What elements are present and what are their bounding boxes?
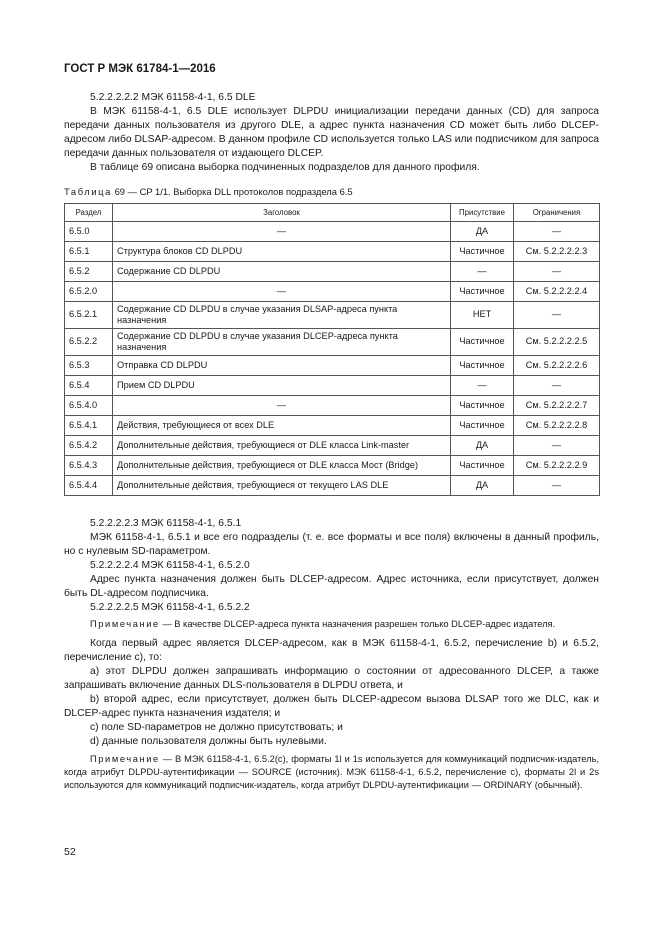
cell-presence: Частичное — [451, 396, 514, 416]
cell-constraints: — — [514, 376, 600, 396]
cell-section: 6.5.2.2 — [65, 329, 113, 356]
table-row — [65, 302, 600, 329]
cell-presence: Частичное — [451, 329, 514, 356]
table-row — [65, 282, 600, 302]
cell-presence: — — [451, 376, 514, 396]
note-text: — В качестве DLCEP-адреса пункта назначения разрешен только DLCEP-адрес издателя. — [159, 619, 556, 629]
list-item-d: d) данные пользователя должны быть нулевыми. — [90, 736, 327, 747]
table-header-row — [65, 204, 600, 222]
clause-heading: 5.2.2.2.2.4 МЭК 61158-4-1, 6.5.2.0 — [90, 560, 250, 571]
table-row — [65, 396, 600, 416]
cell-section: 6.5.4.3 — [65, 456, 113, 476]
cell-presence: ДА — [451, 436, 514, 456]
table-row — [65, 222, 600, 242]
cell-section: 6.5.4.4 — [65, 476, 113, 496]
intro-paragraph: В таблице 69 описана выборка подчиненных подразделов для данного профиля. — [90, 162, 480, 173]
cell-constraints: — — [514, 302, 600, 329]
cell-title: — — [113, 222, 451, 242]
cell-title: Дополнительные действия, требующиеся от DLE класса Link-master — [113, 436, 451, 456]
column-header: Заголовок — [113, 204, 451, 222]
clause-paragraph: Адрес пункта назначения должен быть DLCEP-адресом. Адрес источника, если присутствует, должен быть DL-адресом подписчика. — [64, 574, 599, 599]
table-row — [65, 262, 600, 282]
intro-section — [64, 91, 599, 175]
cell-title: Структура блоков CD DLPDU — [113, 242, 451, 262]
cell-presence: Частичное — [451, 282, 514, 302]
cell-constraints: — — [514, 476, 600, 496]
clause-heading: 5.2.2.2.2.3 МЭК 61158-4-1, 6.5.1 — [90, 518, 242, 529]
cell-section: 6.5.0 — [65, 222, 113, 242]
table-row — [65, 376, 600, 396]
column-header: Присутствие — [451, 204, 514, 222]
cell-presence: ДА — [451, 476, 514, 496]
cell-constraints: См. 5.2.2.2.2.3 — [514, 242, 600, 262]
standard-header: ГОСТ Р МЭК 61784-1—2016 — [64, 63, 216, 75]
cell-constraints: См. 5.2.2.2.2.4 — [514, 282, 600, 302]
cell-constraints: — — [514, 222, 600, 242]
cell-constraints: См. 5.2.2.2.2.8 — [514, 416, 600, 436]
cell-title: Содержание CD DLPDU в случае указания DLCEP-адреса пункта назначения — [113, 329, 451, 356]
note-label: Примечание — [90, 619, 160, 629]
cell-title: Дополнительные действия, требующиеся от DLE класса Мост (Bridge) — [113, 456, 451, 476]
table-row — [65, 416, 600, 436]
cell-presence: Частичное — [451, 456, 514, 476]
table-caption — [64, 186, 353, 197]
table-row — [65, 476, 600, 496]
clause-heading: 5.2.2.2.2.2 МЭК 61158-4-1, 6.5 DLE — [90, 92, 256, 103]
cell-title: Содержание CD DLPDU в случае указания DLSAP-адреса пункта назначения — [113, 302, 451, 329]
note-paragraph — [64, 753, 599, 792]
cell-section: 6.5.1 — [65, 242, 113, 262]
clause-heading: 5.2.2.2.2.5 МЭК 61158-4-1, 6.5.2.2 — [90, 602, 250, 613]
table-caption-text: 69 — CP 1/1. Выборка DLL протоколов подраздела 6.5 — [111, 186, 353, 197]
cell-presence: Частичное — [451, 416, 514, 436]
table-row — [65, 356, 600, 376]
cell-presence: Частичное — [451, 242, 514, 262]
cell-constraints: См. 5.2.2.2.2.5 — [514, 329, 600, 356]
clause-paragraph: МЭК 61158-4-1, 6.5.1 и все его подразделы (т. е. все форматы и все поля) включены в данный профиль, но с нулевым SD-параметром. — [64, 532, 599, 557]
cell-constraints: См. 5.2.2.2.2.9 — [514, 456, 600, 476]
intro-paragraph: В МЭК 61158-4-1, 6.5 DLE использует DLPDU инициализации передачи данных (CD) для запроса передачи данных пользователя из другого DLE, а адрес пункта назначения CD может быть либо DLCEP-адресом либо DLSAP-адресом. В данном профиле CD используется только LAS или подписчиком для запроса передачи данных пользователя от издающего DLCEP. — [64, 106, 599, 159]
cell-presence: НЕТ — [451, 302, 514, 329]
table-row — [65, 329, 600, 356]
cell-constraints: — — [514, 262, 600, 282]
list-item-b: b) второй адрес, если присутствует, должен быть DLCEP-адресом вызова DLSAP того же DLC, как и DLCEP-адрес пункта назначения издателя; и — [64, 694, 599, 719]
cell-section: 6.5.4.0 — [65, 396, 113, 416]
clause-paragraph: Когда первый адрес является DLCEP-адресом, как в МЭК 61158-4-1, 6.5.2, перечисление b) и 6.5.2, перечисление c), то: — [64, 638, 599, 663]
list-item-c: с) поле SD-параметров не должно присутствовать; и — [90, 722, 343, 733]
cell-section: 6.5.2.1 — [65, 302, 113, 329]
cell-section: 6.5.2 — [65, 262, 113, 282]
table-row — [65, 436, 600, 456]
note-text: — В МЭК 61158-4-1, 6.5.2(с), форматы 1l и 1s используется для коммуникаций подписчик-издатель, когда атрибут DLPDU-аутентификации — SOURCE (источник). МЭК 61158-4-1, 6.5.2, перечисление с), форматы 2l и 2s используются для коммуникаций подписчик-издатель, когда атрибут DLPDU-аутентификации — ORDINARY (обычный). — [64, 754, 599, 790]
table-row — [65, 456, 600, 476]
cell-section: 6.5.4.1 — [65, 416, 113, 436]
column-header: Ограничения — [514, 204, 600, 222]
cell-section: 6.5.3 — [65, 356, 113, 376]
cell-constraints: См. 5.2.2.2.2.6 — [514, 356, 600, 376]
note-label: Примечание — [90, 754, 160, 764]
cell-title: — — [113, 282, 451, 302]
cell-section: 6.5.2.0 — [65, 282, 113, 302]
cell-title: — — [113, 396, 451, 416]
cell-title: Содержание CD DLPDU — [113, 262, 451, 282]
table-row — [65, 242, 600, 262]
table-caption-label: Таблица — [64, 186, 112, 197]
column-header: Раздел — [65, 204, 113, 222]
cell-title: Действия, требующиеся от всех DLE — [113, 416, 451, 436]
clauses-section — [64, 517, 599, 792]
dll-selection-table — [64, 203, 600, 496]
cell-presence: — — [451, 262, 514, 282]
list-item-a: а) этот DLPDU должен запрашивать информацию о состоянии от адресованного DLCEP, а также запрашивать включение данных DLS-пользователя в DLPDU ответа, и — [64, 666, 599, 691]
note-paragraph — [64, 618, 599, 631]
cell-presence: Частичное — [451, 356, 514, 376]
cell-section: 6.5.4.2 — [65, 436, 113, 456]
cell-presence: ДА — [451, 222, 514, 242]
cell-title: Отправка CD DLPDU — [113, 356, 451, 376]
cell-constraints: См. 5.2.2.2.2.7 — [514, 396, 600, 416]
cell-section: 6.5.4 — [65, 376, 113, 396]
cell-title: Дополнительные действия, требующиеся от текущего LAS DLE — [113, 476, 451, 496]
page-number: 52 — [64, 846, 76, 858]
cell-title: Прием CD DLPDU — [113, 376, 451, 396]
cell-constraints: — — [514, 436, 600, 456]
